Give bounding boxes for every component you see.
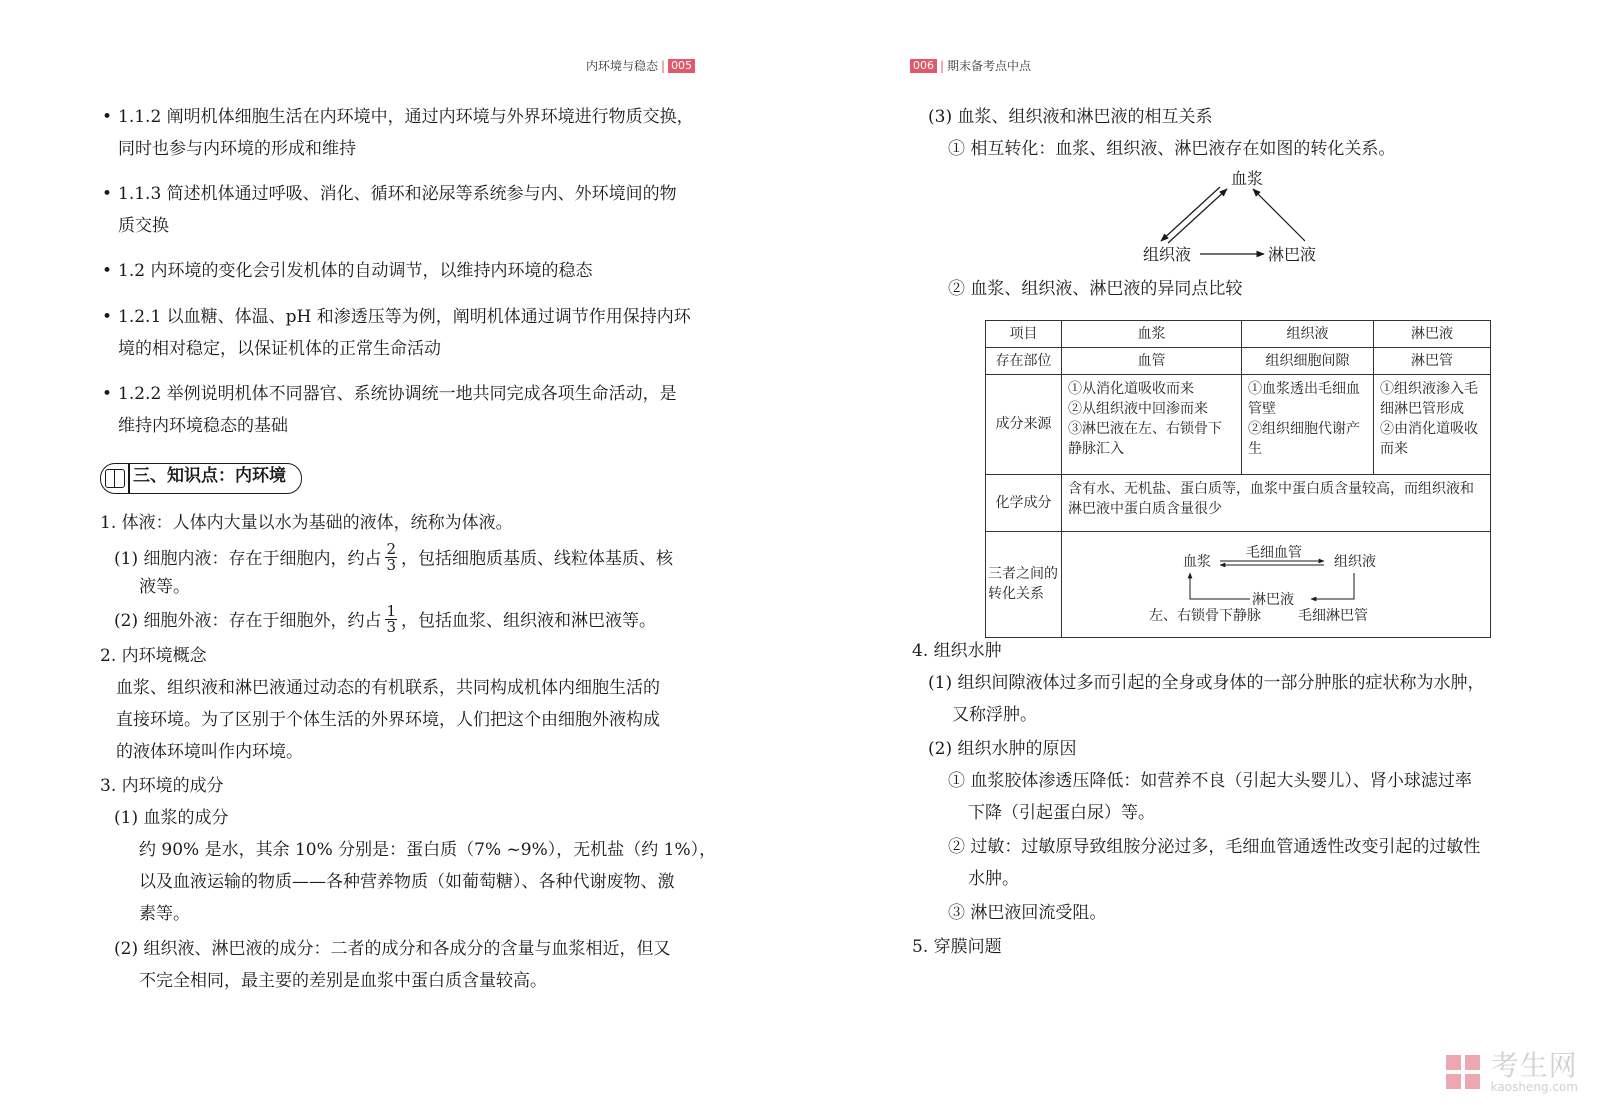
section-2-heading: 2. 内环境概念 bbox=[100, 646, 207, 666]
left-page-number: 005 bbox=[668, 59, 695, 73]
relation-flow-diagram bbox=[1062, 533, 1490, 635]
table-row bbox=[986, 531, 1491, 637]
right-header-title: 期末备考点中点 bbox=[947, 59, 1032, 73]
right-page-number: 006 bbox=[910, 59, 937, 73]
header-separator: | bbox=[940, 58, 945, 73]
watermark-en: kaosheng.com bbox=[1490, 1080, 1578, 1094]
relation-item-1: ① 相互转化：血浆、组织液、淋巴液存在如图的转化关系。 bbox=[948, 139, 1396, 159]
table-cell: ①从消化道吸收而来 ②从组织液中回渗而来 ③淋巴液在左、右锁骨下静脉汇入 bbox=[1062, 375, 1242, 475]
section-2-line: 直接环境。为了区别于个体生活的外界环境，人们把这个由细胞外液构成 bbox=[116, 710, 660, 730]
section-1-item-2: (2) 细胞外液：存在于细胞外，约占 $\frac{1}{3}$ ，包括血浆、组织液和淋巴液等。 bbox=[114, 602, 657, 636]
section-4-cause-3: ③ 淋巴液回流受阻。 bbox=[948, 903, 1107, 923]
table-header-cell: 组织液 bbox=[1242, 321, 1374, 348]
flow-arrow-lymph-to-plasma bbox=[1190, 573, 1250, 599]
left-page-header bbox=[586, 57, 695, 74]
arrow-plasma-to-tissue bbox=[1161, 187, 1220, 241]
book-icon bbox=[105, 469, 125, 488]
flow-capillary-label: 毛细血管 bbox=[1246, 545, 1302, 562]
table-row bbox=[986, 375, 1491, 475]
table-header-cell: 淋巴液 bbox=[1374, 321, 1491, 348]
section-3-item-2-cont: 不完全相同，最主要的差别是血浆中蛋白质含量较高。 bbox=[139, 971, 547, 991]
table-cell: ①血浆透出毛细血管壁 ②组织细胞代谢产生 bbox=[1242, 375, 1374, 475]
section-4-heading: 4. 组织水肿 bbox=[912, 641, 1002, 661]
section-4-cause-2: ② 过敏：过敏原导致组胺分泌过多，毛细血管通透性改变引起的过敏性 bbox=[948, 837, 1481, 857]
section-3-heading: 3. 内环境的成分 bbox=[100, 776, 224, 796]
bullet-line: 1.1.3 简述机体通过呼吸、消化、循环和泌尿等系统参与内、外环境间的物 bbox=[118, 184, 677, 204]
section-1-heading: 1. 体液：人体内大量以水为基础的液体，统称为体液。 bbox=[100, 513, 513, 533]
bullet-line: 维持内环境稳态的基础 bbox=[118, 416, 288, 436]
bullet-dot: • bbox=[102, 184, 113, 204]
watermark-logo-icon bbox=[1443, 1052, 1485, 1094]
flow-plasma-label: 血浆 bbox=[1183, 554, 1211, 571]
bullet-line: 1.1.2 阐明机体细胞生活在内环境中，通过内环境与外界环境进行物质交换， bbox=[118, 107, 694, 127]
section-3-item-1: (1) 血浆的成分 bbox=[114, 808, 229, 828]
table-header-cell: 项目 bbox=[986, 321, 1062, 348]
bullet-dot: • bbox=[102, 261, 113, 281]
bullet-line: 同时也参与内环境的形成和维持 bbox=[118, 139, 356, 159]
table-row bbox=[986, 347, 1491, 375]
section-4-cause-1: ① 血浆胶体渗透压降低：如营养不良（引起大头婴儿）、肾小球滤过率 bbox=[948, 771, 1472, 791]
flow-arrow-tissue-to-lymph bbox=[1311, 573, 1354, 599]
section-4-item-1: (1) 组织间隙液体过多而引起的全身或身体的一部分肿胀的症状称为水肿， bbox=[928, 673, 1485, 693]
flow-tissue-label: 组织液 bbox=[1334, 554, 1376, 571]
diagram-plasma-label: 血浆 bbox=[1231, 169, 1264, 188]
bullet-line: 1.2.1 以血糖、体温、pH 和渗透压等为例，阐明机体通过调节作用保持内环 bbox=[118, 307, 691, 327]
bullet-dot: • bbox=[102, 384, 113, 404]
relation-item-2: ② 血浆、组织液、淋巴液的异同点比较 bbox=[948, 279, 1243, 299]
section-2-line: 的液体环境叫作内环境。 bbox=[116, 742, 303, 762]
table-row-label: 存在部位 bbox=[986, 347, 1062, 375]
flow-lymph-label: 淋巴液 bbox=[1252, 592, 1294, 609]
knowledge-title: 三、知识点：内环境 bbox=[133, 466, 286, 486]
left-header-title: 内环境与稳态 bbox=[586, 59, 659, 73]
bullet-line: 质交换 bbox=[118, 216, 169, 236]
bullet-dot: • bbox=[102, 107, 113, 127]
section-4-cause-2-cont: 水肿。 bbox=[968, 869, 1019, 889]
arrow-tissue-to-plasma bbox=[1168, 189, 1227, 243]
table-cell: 血管 bbox=[1062, 347, 1242, 375]
table-cell: ①组织液渗入毛细淋巴管形成 ②由消化道吸收而来 bbox=[1374, 375, 1491, 475]
table-header-row bbox=[986, 321, 1491, 348]
fraction-one-third: $\frac{1}{3}$ bbox=[386, 602, 397, 636]
table-cell-diagram bbox=[1062, 531, 1491, 637]
table-row-label: 三者之间的转化关系 bbox=[986, 531, 1062, 637]
table-row bbox=[986, 474, 1491, 531]
table-row-label: 成分来源 bbox=[986, 375, 1062, 475]
title-divider bbox=[128, 464, 130, 493]
table-cell: 含有水、无机盐、蛋白质等，血浆中蛋白质含量较高，而组织液和淋巴液中蛋白质含量很少 bbox=[1062, 474, 1491, 531]
section-1-item-1: (1) 细胞内液：存在于细胞内，约占 $\frac{2}{3}$ ，包括细胞质基质、线粒体基质、核 bbox=[114, 540, 674, 574]
section-5-heading: 5. 穿膜问题 bbox=[912, 937, 1002, 957]
watermark bbox=[1443, 1051, 1578, 1094]
section-4-cause-1-cont: 下降（引起蛋白尿）等。 bbox=[968, 803, 1155, 823]
flow-lymph-capillary-label: 毛细淋巴管 bbox=[1298, 608, 1368, 625]
bullet-line: 1.2.2 举例说明机体不同器官、系统协调统一地共同完成各项生命活动，是 bbox=[118, 384, 677, 404]
comparison-table bbox=[985, 320, 1491, 638]
table-cell: 组织细胞间隙 bbox=[1242, 347, 1374, 375]
watermark-cn: 考生网 bbox=[1490, 1049, 1578, 1082]
right-page-header bbox=[910, 57, 1031, 74]
fraction-two-thirds: $\frac{2}{3}$ bbox=[386, 540, 397, 574]
arrow-lymph-to-plasma bbox=[1253, 189, 1305, 241]
diagram-lymph-label: 淋巴液 bbox=[1268, 245, 1317, 264]
relation-heading: (3) 血浆、组织液和淋巴液的相互关系 bbox=[928, 107, 1213, 127]
header-separator: | bbox=[661, 58, 666, 73]
section-4-item-1-cont: 又称浮肿。 bbox=[952, 705, 1037, 725]
bullet-line: 境的相对稳定，以保证机体的正常生命活动 bbox=[118, 339, 441, 359]
section-3-item-1-line: 素等。 bbox=[139, 904, 190, 924]
table-cell: 淋巴管 bbox=[1374, 347, 1491, 375]
section-3-item-1-line: 以及血液运输的物质——各种营养物质（如葡萄糖）、各种代谢废物、激 bbox=[139, 872, 675, 892]
section-1-item-1-cont: 液等。 bbox=[139, 577, 190, 597]
section-4-item-2: (2) 组织水肿的原因 bbox=[928, 739, 1077, 759]
conversion-triangle-diagram bbox=[1140, 165, 1350, 265]
flow-vein-label: 左、右锁骨下静脉 bbox=[1149, 608, 1261, 625]
bullet-line: 1.2 内环境的变化会引发机体的自动调节，以维持内环境的稳态 bbox=[118, 261, 593, 281]
diagram-tissue-label: 组织液 bbox=[1143, 245, 1192, 264]
section-3-item-1-line: 约 90% 是水，其余 10% 分别是：蛋白质（7% ~9%），无机盐（约 1%）， bbox=[139, 840, 717, 860]
table-header-cell: 血浆 bbox=[1062, 321, 1242, 348]
section-3-item-2: (2) 组织液、淋巴液的成分：二者的成分和各成分的含量与血浆相近，但又 bbox=[114, 939, 671, 959]
table-row-label: 化学成分 bbox=[986, 474, 1062, 531]
section-2-line: 血浆、组织液和淋巴液通过动态的有机联系，共同构成机体内细胞生活的 bbox=[116, 678, 660, 698]
bullet-dot: • bbox=[102, 307, 113, 327]
